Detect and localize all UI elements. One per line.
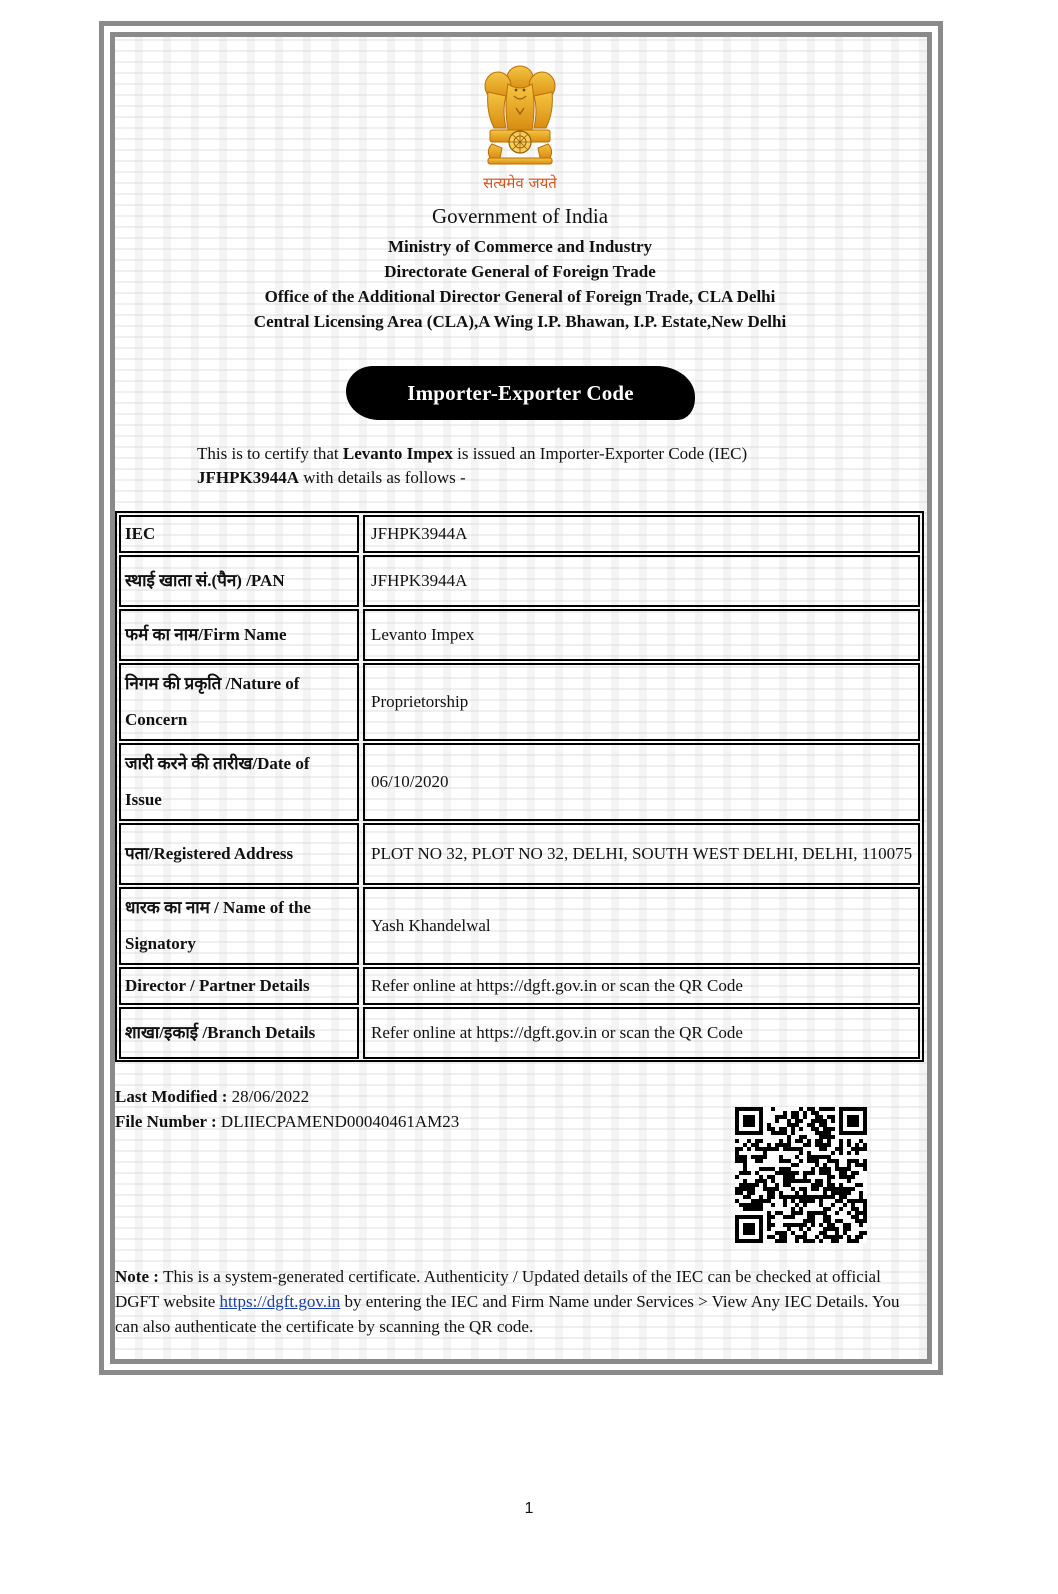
- row-label: फर्म का नाम/Firm Name: [119, 609, 359, 661]
- file-number: [115, 1110, 459, 1134]
- details-table: [115, 511, 924, 1062]
- row-label-line2: Issue: [125, 790, 162, 809]
- row-label: शाखा/इकाई /Branch Details: [119, 1007, 359, 1059]
- row-label: IEC: [119, 515, 359, 553]
- file-number-label: File Number :: [115, 1112, 221, 1131]
- directorate-heading: Directorate General of Foreign Trade: [384, 262, 656, 281]
- note-text-1: This is a system-generated certificate. Authenticity / Updated details of the IEC can be checked at official DGFT website: [115, 1267, 881, 1311]
- last-modified-value: 28/06/2022: [231, 1087, 310, 1106]
- row-value: Levanto Impex: [363, 609, 920, 661]
- table-row: [119, 743, 920, 821]
- dgft-website-link[interactable]: https://dgft.gov.in: [219, 1292, 341, 1311]
- row-label: स्थाई खाता सं.(पैन) /PAN: [119, 555, 359, 607]
- note-label: Note :: [115, 1267, 164, 1286]
- table-row: [119, 1007, 920, 1059]
- table-row: [119, 823, 920, 885]
- row-value: Refer online at https://dgft.gov.in or scan the QR Code: [363, 1007, 920, 1059]
- row-label: [119, 743, 359, 821]
- row-label-line1: निगम की प्रकृति /Nature of: [125, 674, 300, 693]
- qr-code-icon[interactable]: [735, 1107, 867, 1243]
- table-row: [119, 609, 920, 661]
- row-value: 06/10/2020: [363, 743, 920, 821]
- row-value: PLOT NO 32, PLOT NO 32, DELHI, SOUTH WEST DELHI, DELHI, 110075: [363, 823, 920, 885]
- table-row: [119, 515, 920, 553]
- last-modified: [115, 1085, 309, 1109]
- certify-firm-name: Levanto Impex: [342, 444, 453, 463]
- row-label: [119, 887, 359, 965]
- row-label-line1: धारक का नाम / Name of the: [125, 898, 311, 917]
- note-paragraph: [115, 1264, 905, 1339]
- row-value: Proprietorship: [363, 663, 920, 741]
- motto-text: सत्यमेव जयते: [483, 174, 557, 192]
- page-number: 1: [524, 1500, 534, 1517]
- row-label: [119, 663, 359, 741]
- row-label: Director / Partner Details: [119, 967, 359, 1005]
- certify-iec-code: JFHPK3944A: [197, 468, 299, 487]
- row-label-line1: जारी करने की तारीख/Date of: [125, 754, 310, 773]
- row-label: पता/Registered Address: [119, 823, 359, 885]
- file-number-value: DLIIECPAMEND00040461AM23: [220, 1112, 460, 1131]
- row-value: JFHPK3944A: [363, 555, 920, 607]
- government-heading: Government of India: [431, 204, 609, 228]
- table-row: [119, 663, 920, 741]
- certify-suffix: with details as follows -: [299, 468, 466, 487]
- ministry-heading: Ministry of Commerce and Industry: [387, 237, 653, 256]
- row-label-line2: Concern: [125, 710, 188, 729]
- certify-statement: [197, 442, 857, 490]
- table-row: [119, 887, 920, 965]
- address-heading: Central Licensing Area (CLA),A Wing I.P. Bhawan, I.P. Estate,New Delhi: [253, 312, 787, 331]
- row-value: Yash Khandelwal: [363, 887, 920, 965]
- row-label-line2: Signatory: [125, 934, 196, 953]
- row-value: JFHPK3944A: [363, 515, 920, 553]
- certificate-title: Importer-Exporter Code: [346, 366, 695, 420]
- note-text-2: by entering the IEC and Firm Name under Services > View Any IEC Details. You can also authenticate the certificate by scanning the QR code.: [115, 1292, 900, 1336]
- row-value: Refer online at https://dgft.gov.in or scan the QR Code: [363, 967, 920, 1005]
- certify-middle: is issued an Importer-Exporter Code (IEC): [452, 444, 748, 463]
- last-modified-label: Last Modified :: [115, 1087, 232, 1106]
- table-row: [119, 555, 920, 607]
- table-row: [119, 967, 920, 1005]
- office-heading: Office of the Additional Director General of Foreign Trade, CLA Delhi: [264, 287, 776, 306]
- certify-prefix: This is to certify that: [197, 444, 343, 463]
